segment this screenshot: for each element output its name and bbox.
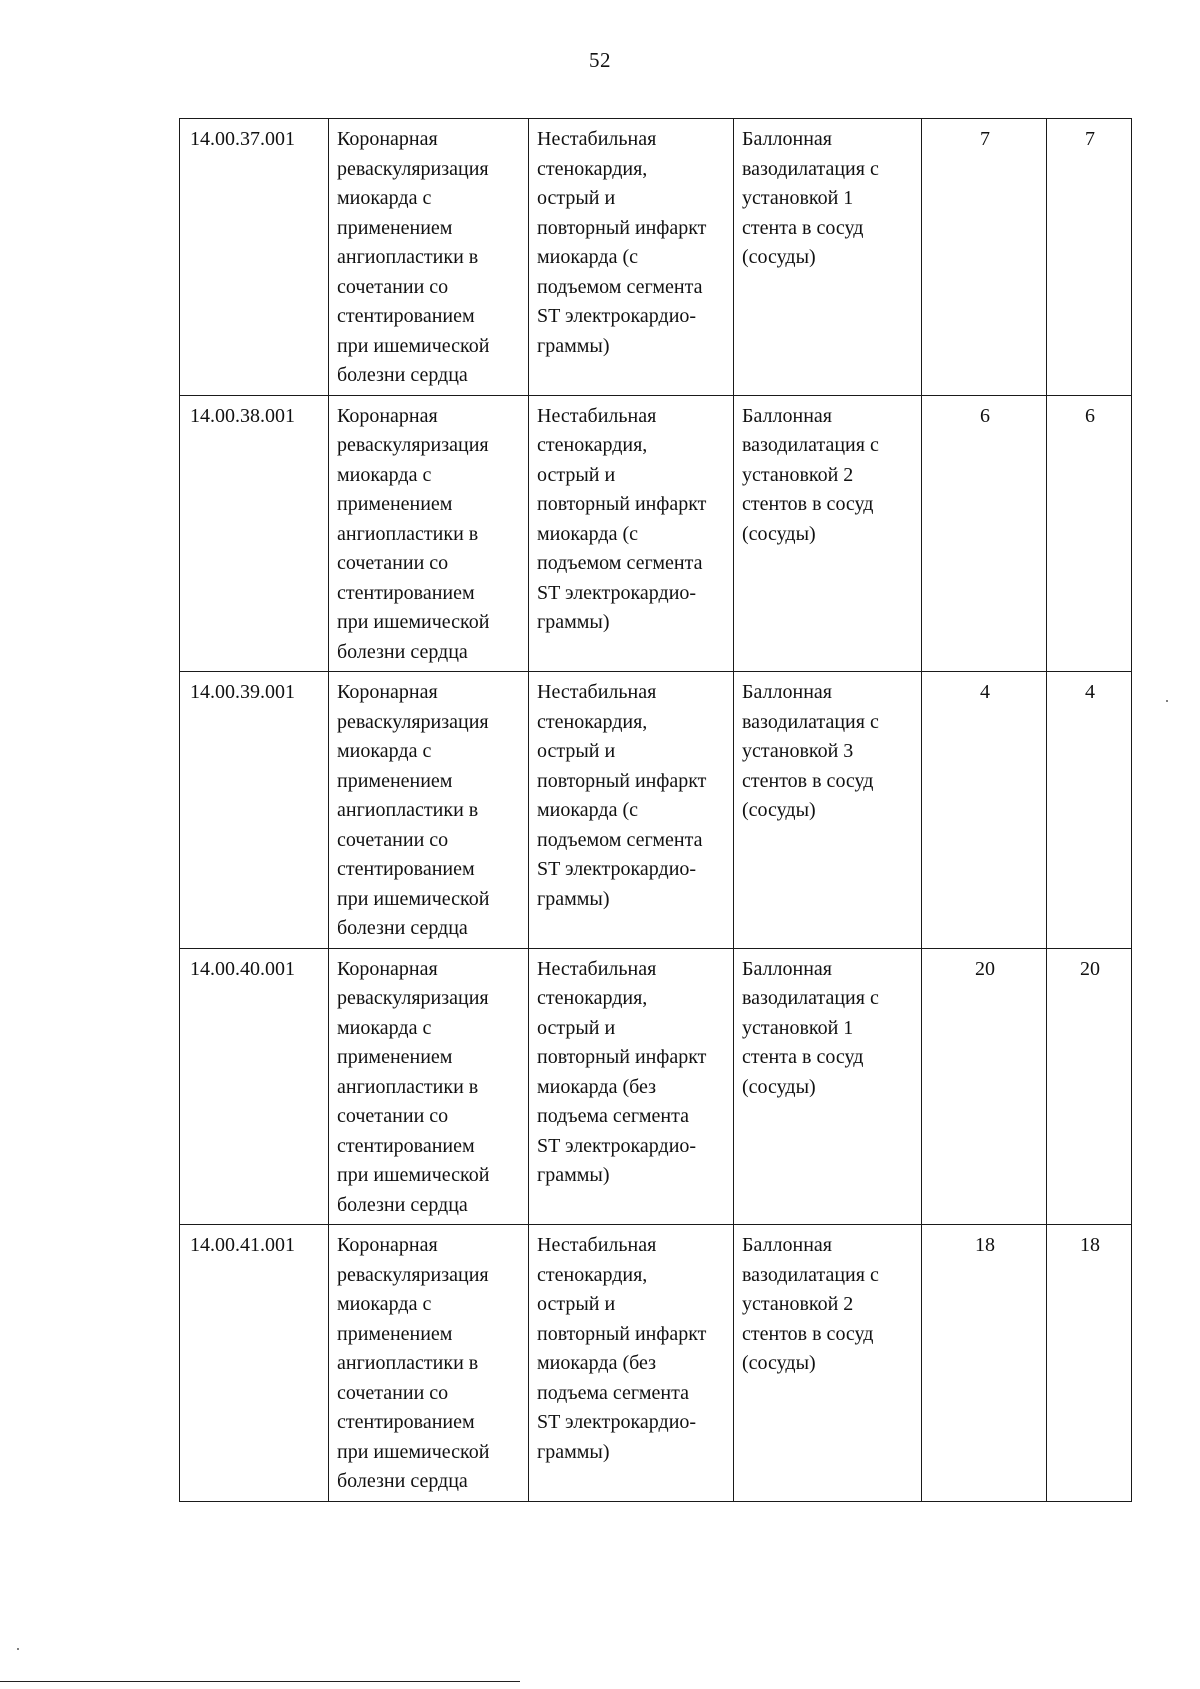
procedure-value-1: 4 bbox=[922, 672, 1047, 949]
page-number: 52 bbox=[589, 48, 611, 72]
procedure-method: Баллонная вазодилатация с установкой 1 стента в сосуд (сосуды) bbox=[734, 948, 922, 1225]
procedure-diagnosis: Нестабильная стенокардия, острый и повторный инфаркт миокарда (с подъемом сегмента ST электрокардио- граммы) bbox=[529, 119, 734, 396]
procedure-name: Коронарная реваскуляризация миокарда с применением ангиопластики в сочетании со стентированием при ишемической болезни сердца bbox=[329, 1225, 529, 1502]
procedure-code: 14.00.40.001 bbox=[180, 948, 329, 1225]
procedure-value-2: 4 bbox=[1047, 672, 1132, 949]
procedure-value-2: 7 bbox=[1047, 119, 1132, 396]
scan-speck bbox=[17, 1648, 19, 1650]
scan-speck bbox=[1166, 700, 1168, 702]
procedure-name: Коронарная реваскуляризация миокарда с применением ангиопластики в сочетании со стентированием при ишемической болезни сердца bbox=[329, 672, 529, 949]
procedure-diagnosis: Нестабильная стенокардия, острый и повторный инфаркт миокарда (с подъемом сегмента ST электрокардио- граммы) bbox=[529, 395, 734, 672]
procedure-diagnosis: Нестабильная стенокардия, острый и повторный инфаркт миокарда (с подъемом сегмента ST электрокардио- граммы) bbox=[529, 672, 734, 949]
table-row bbox=[180, 948, 1132, 1225]
procedure-method: Баллонная вазодилатация с установкой 1 стента в сосуд (сосуды) bbox=[734, 119, 922, 396]
procedure-value-1: 20 bbox=[922, 948, 1047, 1225]
procedure-name: Коронарная реваскуляризация миокарда с применением ангиопластики в сочетании со стентированием при ишемической болезни сердца bbox=[329, 119, 529, 396]
procedure-method: Баллонная вазодилатация с установкой 3 стентов в сосуд (сосуды) bbox=[734, 672, 922, 949]
table-row bbox=[180, 672, 1132, 949]
procedure-name: Коронарная реваскуляризация миокарда с применением ангиопластики в сочетании со стентированием при ишемической болезни сердца bbox=[329, 395, 529, 672]
procedure-code: 14.00.39.001 bbox=[180, 672, 329, 949]
procedure-code: 14.00.37.001 bbox=[180, 119, 329, 396]
procedure-value-2: 6 bbox=[1047, 395, 1132, 672]
procedure-name: Коронарная реваскуляризация миокарда с применением ангиопластики в сочетании со стентированием при ишемической болезни сердца bbox=[329, 948, 529, 1225]
footer-rule bbox=[0, 1681, 520, 1682]
table-row bbox=[180, 395, 1132, 672]
procedure-diagnosis: Нестабильная стенокардия, острый и повторный инфаркт миокарда (без подъема сегмента ST электрокардио- граммы) bbox=[529, 948, 734, 1225]
procedure-method: Баллонная вазодилатация с установкой 2 стентов в сосуд (сосуды) bbox=[734, 395, 922, 672]
table-row bbox=[180, 119, 1132, 396]
procedure-value-2: 20 bbox=[1047, 948, 1132, 1225]
table-row bbox=[180, 1225, 1132, 1502]
procedure-value-1: 6 bbox=[922, 395, 1047, 672]
procedure-code: 14.00.41.001 bbox=[180, 1225, 329, 1502]
procedures-table bbox=[179, 118, 1132, 1502]
procedure-value-1: 18 bbox=[922, 1225, 1047, 1502]
procedure-value-2: 18 bbox=[1047, 1225, 1132, 1502]
procedure-method: Баллонная вазодилатация с установкой 2 стентов в сосуд (сосуды) bbox=[734, 1225, 922, 1502]
procedure-code: 14.00.38.001 bbox=[180, 395, 329, 672]
procedure-diagnosis: Нестабильная стенокардия, острый и повторный инфаркт миокарда (без подъема сегмента ST электрокардио- граммы) bbox=[529, 1225, 734, 1502]
procedure-value-1: 7 bbox=[922, 119, 1047, 396]
